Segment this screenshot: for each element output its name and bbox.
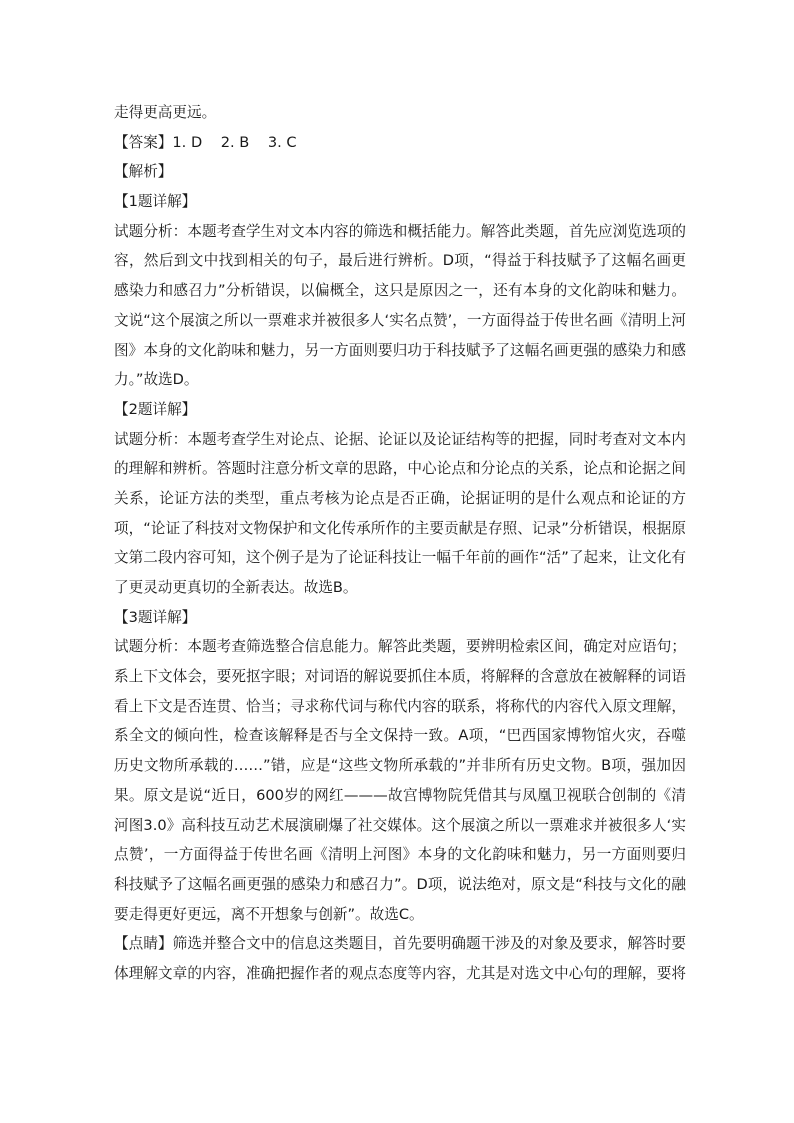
text-line: 河图3.0》高科技互动艺术展演刷爆了社交媒体。这个展演之所以一票难求并被很多人‘实 [114,816,686,834]
text-line: 历史文物所承载的……”错，应是“这些文物所承载的”并非所有历史文物。B项，强加因 [114,757,686,775]
text-line: 感染力和感召力”分析错误，以偏概全，这只是原因之一，还有本身的文化韵味和魅力。 [114,282,686,300]
text-line: 了更灵动更真切的全新表达。故选B。 [114,579,358,596]
text-line: 文第二段内容可知，这个例子是为了论证科技让一幅千年前的画作“活”了起来，让文化有 [114,549,686,567]
text-line: 要走得更好更远，离不开想象与创新”。故选C。 [114,905,424,923]
q3-heading: 【3题详解】 [114,608,197,626]
text-line: 体理解文章的内容，准确把握作者的观点态度等内容，尤其是对选文中心句的理解，要将 [114,964,686,982]
text-line: 试题分析：本题考查学生对论点、论据、论证以及论证结构等的把握，同时考查对文本内 [114,430,686,448]
q2-heading: 【2题详解】 [114,400,197,418]
text-line: 科技赋予了这幅名画更强的感染力和感召力”。D项，说法绝对，原文是“科技与文化的融 [114,875,686,893]
text-line: 的理解和辨析。答题时注意分析文章的思路，中心论点和分论点的关系，论点和论据之间 [114,460,686,478]
text-line: 关系，论证方法的类型，重点考核为论点是否正确，论据证明的是什么观点和论证的方 [114,489,686,507]
text-line: 试题分析：本题考查筛选整合信息能力。解答此类题，要辨明检索区间，确定对应语句； [114,638,686,656]
document-body [114,98,686,989]
text-line: 走得更高更远。 [114,104,217,121]
text-line: 系上下文体会，要死抠字眼；对词语的解说要抓住本质，将解释的含意放在被解释的词语 [114,668,686,686]
q1-heading: 【1题详解】 [114,193,197,211]
text-line: 容，然后到文中找到相关的句子，最后进行辨析。D项，“得益于科技赋予了这幅名画更 [114,252,686,270]
text-line: 文说“这个展演之所以一票难求并被很多人‘实名点赞’，一方面得益于传世名画《清明上河 [114,311,686,329]
key-point-line: 【点睛】筛选并整合文中的信息这类题目，首先要明确题干涉及的对象及要求，解答时要 [114,935,686,953]
text-line: 系全文的倾向性，检查该解释是否与全文保持一致。A项，“巴西国家博物馆火灾，吞噬 [114,727,686,745]
text-line: 看上下文是否连贯、恰当；寻求称代词与称代内容的联系，将称代的内容代入原文理解， [114,697,686,715]
answer-line: 【答案】1. D 2. B 3. C [114,133,297,151]
text-line: 项，“论证了科技对文物保护和文化传承所作的主要贡献是存照、记录”分析错误，根据原 [114,519,686,537]
text-line: 果。原文是说“近日，600岁的网红———故宫博物院凭借其与凤凰卫视联合创制的《清 [114,786,686,804]
text-line: 图》本身的文化韵味和魅力，另一方面则要归功于科技赋予了这幅名画更强的感染力和感 [114,341,686,359]
text-line: 力。”故选D。 [114,371,199,389]
text-line: 试题分析：本题考查学生对文本内容的筛选和概括能力。解答此类题，首先应浏览选项的 [114,222,686,240]
text-line: 点赞’，一方面得益于传世名画《清明上河图》本身的文化韵味和魅力，另一方面则要归 [114,846,686,864]
analysis-heading: 【解析】 [114,163,173,181]
